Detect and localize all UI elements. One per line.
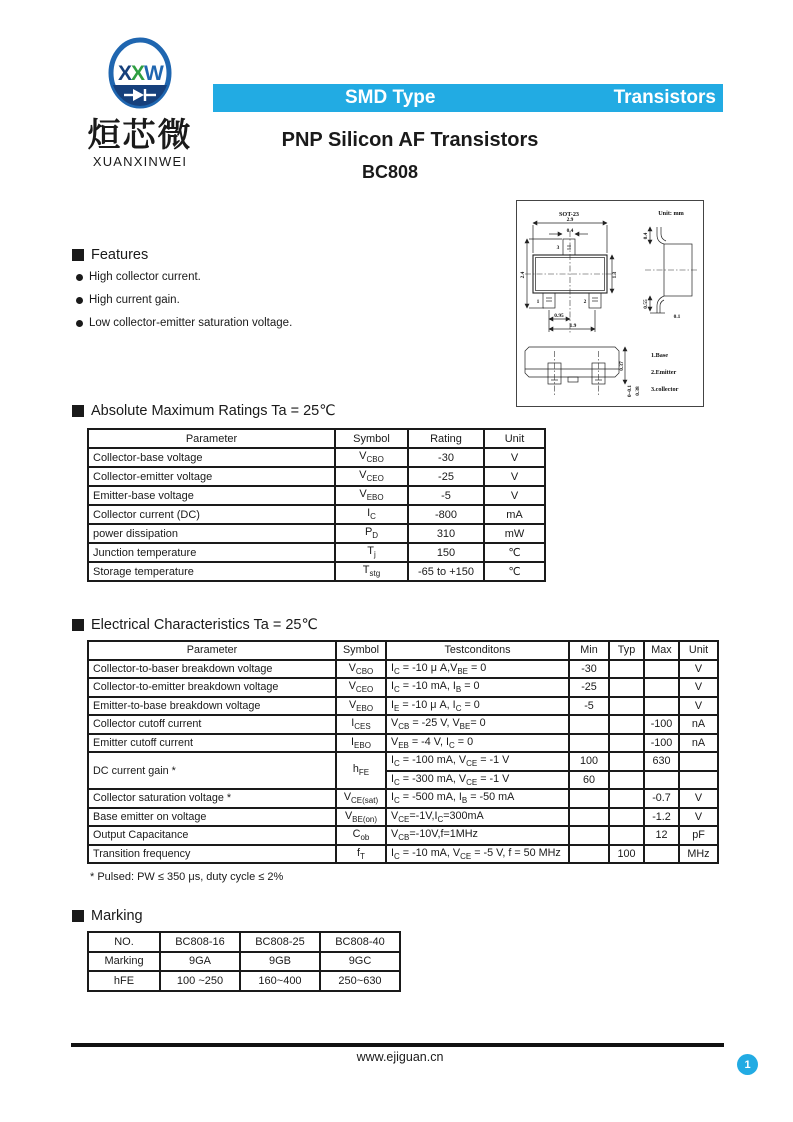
cell — [569, 715, 609, 734]
cell — [609, 789, 644, 808]
cell: $V_{CBO}$ — [335, 448, 408, 467]
legend-collector: 3.collector — [651, 386, 679, 393]
package-front-view — [525, 347, 641, 397]
table-row — [88, 505, 545, 524]
cell: Collector saturation voltage * — [88, 789, 336, 808]
cell: -800 — [408, 505, 484, 524]
marking-table — [87, 931, 401, 992]
electrical-table — [87, 640, 719, 864]
dim-pitch: 0.95 — [554, 313, 564, 319]
dim-body-width: 2.9 — [566, 217, 574, 223]
cell: $I_C = -300$ mA, $V_{CE} = -1$ V — [386, 771, 569, 790]
cell: -25 — [569, 678, 609, 697]
cell: $V_{CEO}$ — [335, 467, 408, 486]
header-cell: Unit — [679, 641, 718, 660]
cell — [609, 808, 644, 827]
table-row — [88, 789, 718, 808]
logo-cjk-name: 烜芯微 — [87, 116, 193, 153]
package-outline-panel — [516, 200, 704, 407]
cell — [644, 845, 679, 864]
cell: $T_{stg}$ — [335, 562, 408, 581]
cell: V — [484, 467, 545, 486]
footer-url[interactable]: www.ejiguan.cn — [356, 1050, 444, 1064]
section-square-icon — [72, 249, 84, 261]
banner-smd-type: SMD Type — [345, 87, 436, 108]
cell — [679, 771, 718, 790]
cell: NO. — [88, 932, 160, 952]
cell — [644, 660, 679, 679]
cell: mA — [484, 505, 545, 524]
dim-foot: 0.1 — [673, 314, 681, 320]
cell: $C_{ob}$ — [336, 826, 386, 845]
cell: $T_j$ — [335, 543, 408, 562]
cell: Emitter cutoff current — [88, 734, 336, 753]
legend-emitter: 2.Emitter — [651, 369, 677, 376]
feature-text: Low collector-emitter saturation voltage. — [89, 317, 293, 329]
cell: Base emitter on voltage — [88, 808, 336, 827]
table-row — [88, 952, 400, 972]
cell — [609, 660, 644, 679]
cell: MHz — [679, 845, 718, 864]
page-title: PNP Silicon AF Transistors — [281, 129, 539, 151]
dim-front-c: 0.38 — [635, 386, 641, 396]
logo-emblem-icon — [107, 36, 173, 112]
cell: hFE — [88, 971, 160, 991]
cell: -25 — [408, 467, 484, 486]
cell: $h_{FE}$ — [336, 752, 386, 789]
cell: 9GA — [160, 952, 240, 972]
cell: -1.2 — [644, 808, 679, 827]
cell: Collector-emitter voltage — [88, 467, 335, 486]
table-row — [88, 752, 718, 771]
cell — [609, 826, 644, 845]
table-row — [88, 678, 718, 697]
dim-inner-depth: 1.3 — [612, 271, 618, 279]
dim-lead-width: 0.4 — [566, 228, 574, 234]
header-cell: Parameter — [88, 429, 335, 448]
cell: $V_{BE(on)}$ — [336, 808, 386, 827]
header-cell: Max — [644, 641, 679, 660]
cell: Emitter-to-base breakdown voltage — [88, 697, 336, 716]
cell: ℃ — [484, 562, 545, 581]
table-row — [88, 808, 718, 827]
cell: $V_{CB} = -25$ V, $V_{BE}= 0$ — [386, 715, 569, 734]
cell: $V_{CB}=-10V,f=1MHz$ — [386, 826, 569, 845]
section-square-icon — [72, 910, 84, 922]
footer-rule — [71, 1043, 724, 1047]
cell: BC808-16 — [160, 932, 240, 952]
cell: 12 — [644, 826, 679, 845]
cell: Collector-to-baser breakdown voltage — [88, 660, 336, 679]
cell: 100 — [609, 845, 644, 864]
package-side-view — [643, 227, 698, 320]
marking-heading — [72, 908, 143, 924]
pin-1-label: 1 — [536, 299, 540, 305]
cell — [609, 752, 644, 771]
cell: $V_{EBO}$ — [336, 697, 386, 716]
pin-legend — [651, 352, 679, 393]
features-heading-label: Features — [91, 247, 149, 263]
cell: -65 to +150 — [408, 562, 484, 581]
cell: V — [679, 678, 718, 697]
table-row — [88, 524, 545, 543]
cell: V — [679, 660, 718, 679]
cell: Storage temperature — [88, 562, 335, 581]
table-row — [88, 971, 400, 991]
pin-2-label: 2 — [583, 299, 587, 305]
cell: 100 ~250 — [160, 971, 240, 991]
feature-text: High current gain. — [89, 294, 180, 306]
header-cell: Unit — [484, 429, 545, 448]
table-row — [88, 660, 718, 679]
cell: $V_{CEO}$ — [336, 678, 386, 697]
header-cell: Min — [569, 641, 609, 660]
cell: DC current gain * — [88, 752, 336, 789]
page-number: 1 — [744, 1058, 751, 1071]
electrical-heading-label: Electrical Characteristics Ta = 25℃ — [91, 617, 318, 633]
cell — [569, 808, 609, 827]
cell: $I_C = -10$ mA, $V_{CE} = -5$ V, f = 50 MHz — [386, 845, 569, 864]
cell — [609, 678, 644, 697]
cell: 9GB — [240, 952, 320, 972]
cell: $V_{EBO}$ — [335, 486, 408, 505]
cell: $V_{EB} = -4$ V, $I_C = 0$ — [386, 734, 569, 753]
cell: $P_D$ — [335, 524, 408, 543]
pulse-footnote: * Pulsed: PW ≤ 350 μs, duty cycle ≤ 2% — [90, 871, 284, 883]
table-row — [88, 697, 718, 716]
cell — [609, 715, 644, 734]
dim-body-depth: 2.4 — [520, 271, 526, 279]
cell: -5 — [569, 697, 609, 716]
cell: -100 — [644, 734, 679, 753]
abs-max-heading-label: Absolute Maximum Ratings Ta = 25℃ — [91, 403, 336, 419]
abs-max-table — [87, 428, 546, 582]
dim-lead-top: 0.4 — [643, 232, 649, 240]
header-cell: Rating — [408, 429, 484, 448]
logo-letter: W — [144, 62, 164, 85]
abs-max-heading — [72, 403, 336, 419]
cell: nA — [679, 734, 718, 753]
table-row — [88, 448, 545, 467]
cell: Emitter-base voltage — [88, 486, 335, 505]
cell: Collector current (DC) — [88, 505, 335, 524]
cell: Collector-to-emitter breakdown voltage — [88, 678, 336, 697]
cell: $I_C = -10$ μ $A,V_{BE} = 0$ — [386, 660, 569, 679]
feature-item — [76, 317, 292, 329]
cell: Collector-base voltage — [88, 448, 335, 467]
electrical-heading — [72, 617, 318, 633]
cell: 250~630 — [320, 971, 400, 991]
table-row — [88, 826, 718, 845]
cell — [644, 678, 679, 697]
table-row — [88, 467, 545, 486]
table-row — [88, 543, 545, 562]
cell — [609, 771, 644, 790]
cell: 150 — [408, 543, 484, 562]
cell: mW — [484, 524, 545, 543]
cell: $I_{CES}$ — [336, 715, 386, 734]
cell: Transition frequency — [88, 845, 336, 864]
cell: -30 — [569, 660, 609, 679]
cell: $V_{CBO}$ — [336, 660, 386, 679]
bullet-icon — [76, 297, 83, 304]
table-header-row — [88, 641, 718, 660]
bullet-icon — [76, 274, 83, 281]
part-number: BC808 — [361, 162, 419, 182]
bullet-icon — [76, 320, 83, 327]
dim-front-b: 0~0.1 — [627, 384, 633, 398]
banner-transistors: Transistors — [613, 87, 716, 108]
cell: $V_{CE}=-1V,I_C=300mA$ — [386, 808, 569, 827]
feature-text: High collector current. — [89, 271, 201, 283]
cell — [644, 697, 679, 716]
cell: 160~400 — [240, 971, 320, 991]
cell: V — [679, 697, 718, 716]
feature-item — [76, 294, 292, 306]
cell: -5 — [408, 486, 484, 505]
cell: pF — [679, 826, 718, 845]
cell: ℃ — [484, 543, 545, 562]
marking-heading-label: Marking — [91, 908, 143, 924]
cell: -30 — [408, 448, 484, 467]
package-top-view — [520, 217, 618, 334]
cell: Junction temperature — [88, 543, 335, 562]
cell: BC808-40 — [320, 932, 400, 952]
pin-3-label: 3 — [556, 245, 560, 251]
cell: 310 — [408, 524, 484, 543]
table-row — [88, 845, 718, 864]
feature-item — [76, 271, 292, 283]
logo-letter: X — [118, 62, 133, 85]
cell: $I_C = -500$ mA, $I_B = -50$ mA — [386, 789, 569, 808]
cell: Collector cutoff current — [88, 715, 336, 734]
table-row — [88, 932, 400, 952]
section-square-icon — [72, 405, 84, 417]
legend-base: 1.Base — [651, 352, 669, 359]
cell: 9GC — [320, 952, 400, 972]
cell: 630 — [644, 752, 679, 771]
cell — [569, 734, 609, 753]
cell: $f_T$ — [336, 845, 386, 864]
header-cell: Symbol — [335, 429, 408, 448]
features-heading — [72, 247, 148, 263]
cell: Output Capacitance — [88, 826, 336, 845]
dim-span: 1.9 — [569, 323, 577, 329]
table-header-row — [88, 429, 545, 448]
section-square-icon — [72, 619, 84, 631]
logo-latin-name: XUANXINWEI — [92, 154, 188, 169]
cell: V — [484, 448, 545, 467]
cell — [644, 771, 679, 790]
table-row — [88, 734, 718, 753]
cell — [679, 752, 718, 771]
header-cell: Testconditons — [386, 641, 569, 660]
cell: V — [679, 789, 718, 808]
cell — [569, 789, 609, 808]
cell: $I_C = -10$ mA, $I_B = 0$ — [386, 678, 569, 697]
header-cell: Symbol — [336, 641, 386, 660]
table-row — [88, 486, 545, 505]
cell — [609, 734, 644, 753]
cell: $I_C$ — [335, 505, 408, 524]
cell: $I_E = -10$ μ A, $I_C = 0$ — [386, 697, 569, 716]
cell: nA — [679, 715, 718, 734]
cell: BC808-25 — [240, 932, 320, 952]
header-cell: Parameter — [88, 641, 336, 660]
cell: $I_{EBO}$ — [336, 734, 386, 753]
cell: Marking — [88, 952, 160, 972]
page-number-badge — [737, 1054, 758, 1075]
package-name: SOT-23 — [558, 211, 580, 218]
cell: $V_{CE(sat)}$ — [336, 789, 386, 808]
cell: $I_C = -100$ mA, $V_{CE} = -1$ V — [386, 752, 569, 771]
cell: -0.7 — [644, 789, 679, 808]
header-cell: Typ — [609, 641, 644, 660]
header-banner — [213, 84, 723, 112]
cell: 100 — [569, 752, 609, 771]
dim-lead-bottom: 0.55 — [643, 299, 649, 309]
cell: -100 — [644, 715, 679, 734]
cell — [609, 697, 644, 716]
cell: 60 — [569, 771, 609, 790]
dim-front-a: 0.37 — [619, 361, 625, 371]
table-row — [88, 715, 718, 734]
cell: V — [679, 808, 718, 827]
package-unit: Unit: mm — [658, 210, 684, 217]
cell — [569, 826, 609, 845]
cell: power dissipation — [88, 524, 335, 543]
logo-letter: X — [131, 62, 146, 85]
features-list — [76, 271, 292, 340]
cell: V — [484, 486, 545, 505]
cell — [569, 845, 609, 864]
table-row — [88, 562, 545, 581]
